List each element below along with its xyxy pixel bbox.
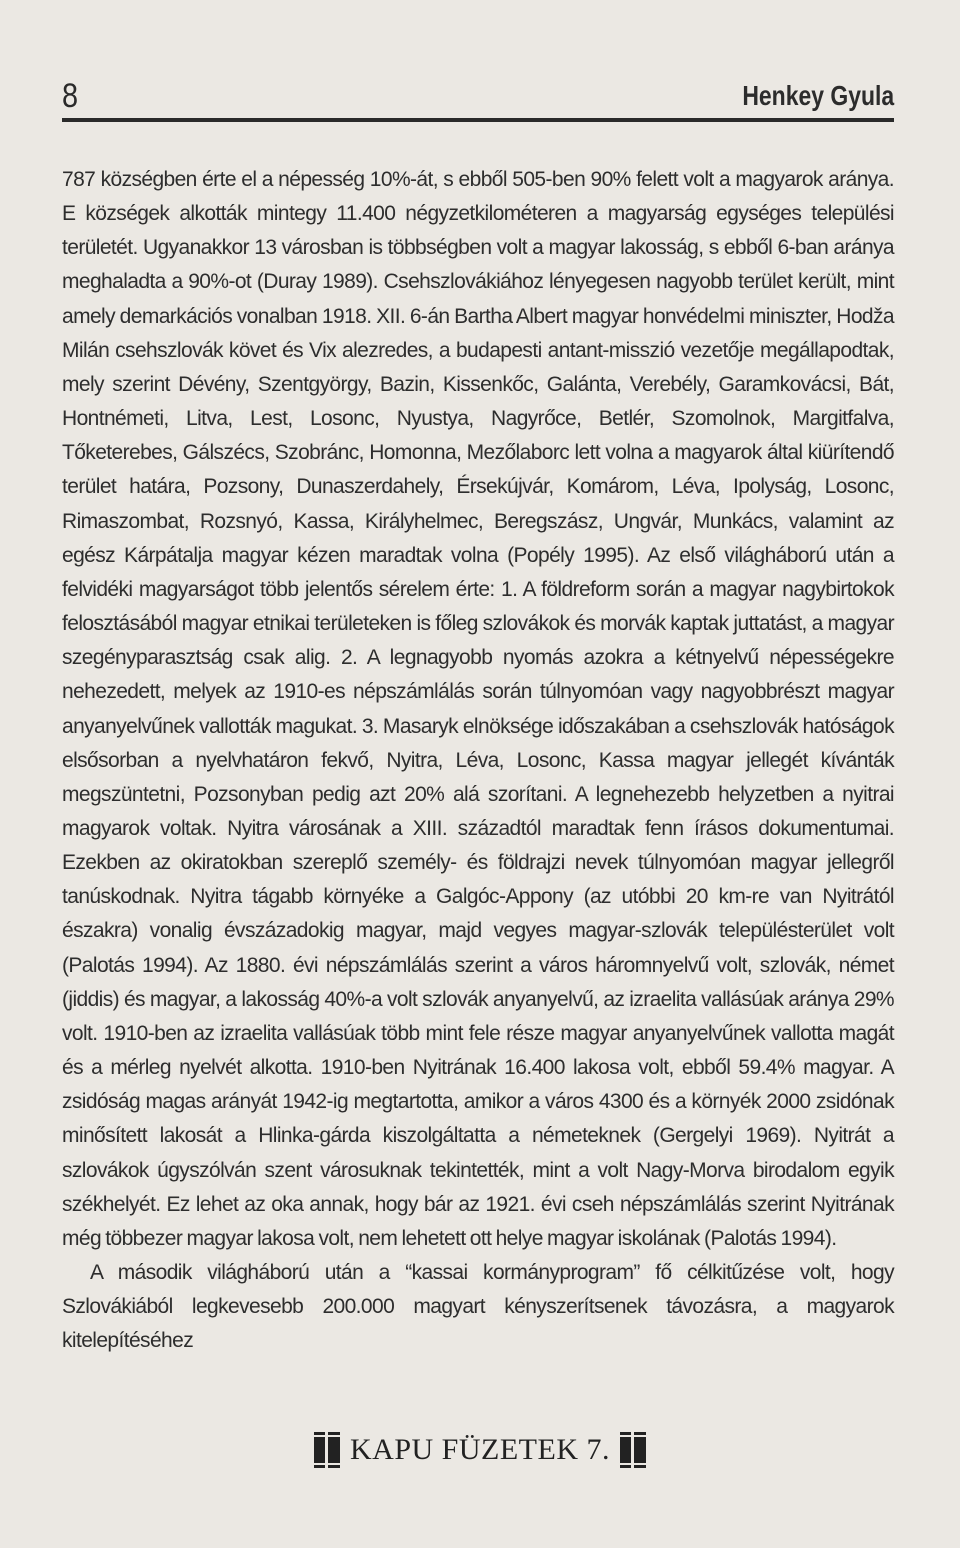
page-footer xyxy=(0,1428,960,1472)
paragraph-text: A második világháború után a “kassai kormányprogram” fő célkitűzése volt, hogy Szlovákiából legkevesebb 200.000 magyart kényszerítsenek távozásra, a magyarok kitelepítéséhez xyxy=(62,1261,894,1353)
kapu-logo-icon xyxy=(314,1432,340,1468)
page-number: 8 xyxy=(62,77,79,115)
series-title: KAPU FÜZETEK 7. xyxy=(350,1433,610,1466)
page-header xyxy=(62,72,894,116)
paragraph xyxy=(62,1256,894,1358)
paragraph xyxy=(62,163,894,1256)
running-head-author: Henkey Gyula xyxy=(742,80,894,111)
kapu-logo-icon xyxy=(620,1432,646,1468)
paragraph-text: 787 községben érte el a népesség 10%-át, s ebből 505-ben 90% felett volt a magyarok aránya. E községek alkották mintegy 11.400 négyzetkilométeren a magyarság egységes települési területét. Ugyanakkor 13 városban is többségben volt a magyar lakosság, s ebből 6-ban aránya meghaladta a 90%-ot (Duray 1989). Csehszlovákiához lényegesen nagyobb terület került, mint amely demarkációs vonalban 1918. XII. 6-án Bartha Albert magyar honvédelmi miniszter, Hodža Milán csehszlovák követ és Vix alezredes, a budapesti antant-misszió vezetője megállapodtak, mely szerint Dévény, Szentgyörgy, Bazin, Kissenkőc, Galánta, Verebély, Garamkovácsi, Bát, Hontnémeti, Litva, Lest, Losonc, Nyustya, Nagyrőce, Betlér, Szomolnok, Margitfalva, Tőketerebes, Gálszécs, Szobránc, Homonna, Mezőlaborc lett volna a magyarok által kiürítendő terület határa, Pozsony, Dunaszerdahely, Érsekújvár, Komárom, Léva, Ipolyság, Losonc, Rimaszombat, Rozsnyó, Kassa, Királyhelmec, Beregszász, Ungvár, Munkács, valamint az egész Kárpátalja magyar kézen maradtak volna (Popély 1995). Az első világháború után a felvidéki magyarságot több jelentős sérelem érte: 1. A földreform során a magyar nagybirtokok felosztásából magyar etnikai területeken is főleg szlovákok és morvák kaptak juttatást, a magyar szegényparasztság csak alig. 2. A legnagyobb nyomás azokra a kétnyelvű népességekre nehezedett, melyek az 1910-es népszámlálás során túlnyomóan vagy nagyobbrészt magyar anyanyelvűnek vallották magukat. 3. Masaryk elnöksége időszakában a csehszlovák hatóságok elsősorban a nyelvhatáron fekvő, Nyitra, Léva, Losonc, Kassa magyar jellegét kívánták megszüntetni, Pozsonyban pedig azt 20% alá szorítani. A legnehezebb helyzetben a nyitrai magyarok voltak. Nyitra városának a XIII. századtól maradtak fenn írásos dokumentumai. Ezekben az okiratokban szereplő személy- és földrajzi nevek túlnyomóan magyar jellegről tanúskodnak. Nyitra tágabb környéke a Galgóc-Appony (az utóbbi 20 km-re van Nyitrától északra) vonalig évszázadokig magyar, majd vegyes magyar-szlovák településterület volt (Palotás 1994). Az 1880. évi népszámlálás szerint a város háromnyelvű volt, szlovák, német (jiddis) és magyar, a lakosság 40%-a volt szlovák anyanyelvű, az izraelita vallásúak aránya 29% volt. 1910-ben az izraelita vallásúak több mint fele része magyar anyanyelvűnek vallotta magát és a mérleg nyelvét alkotta. 1910-ben Nyitrának 16.400 lakosa volt, ebből 59.4% magyar. A zsidóság magas arányát 1942-ig megtartotta, amikor a város 4300 és a környék 2000 zsidónak minősített lakosát a Hlinka-gárda kiszolgáltatta a németeknek (Gergelyi 1969). Nyitrát a szlovákok úgyszólván szent városuknak tekintették, mint a volt Nagy-Morva birodalom egyik székhelyét. Ez lehet az oka annak, hogy bár az 1921. évi cseh népszámlálás szerint Nyitrának még többezer magyar lakosa volt, nem lehetett ott helye magyar iskolának (Palotás 1994). xyxy=(62,168,894,1250)
header-rule xyxy=(62,118,894,122)
body-text xyxy=(62,163,894,1358)
